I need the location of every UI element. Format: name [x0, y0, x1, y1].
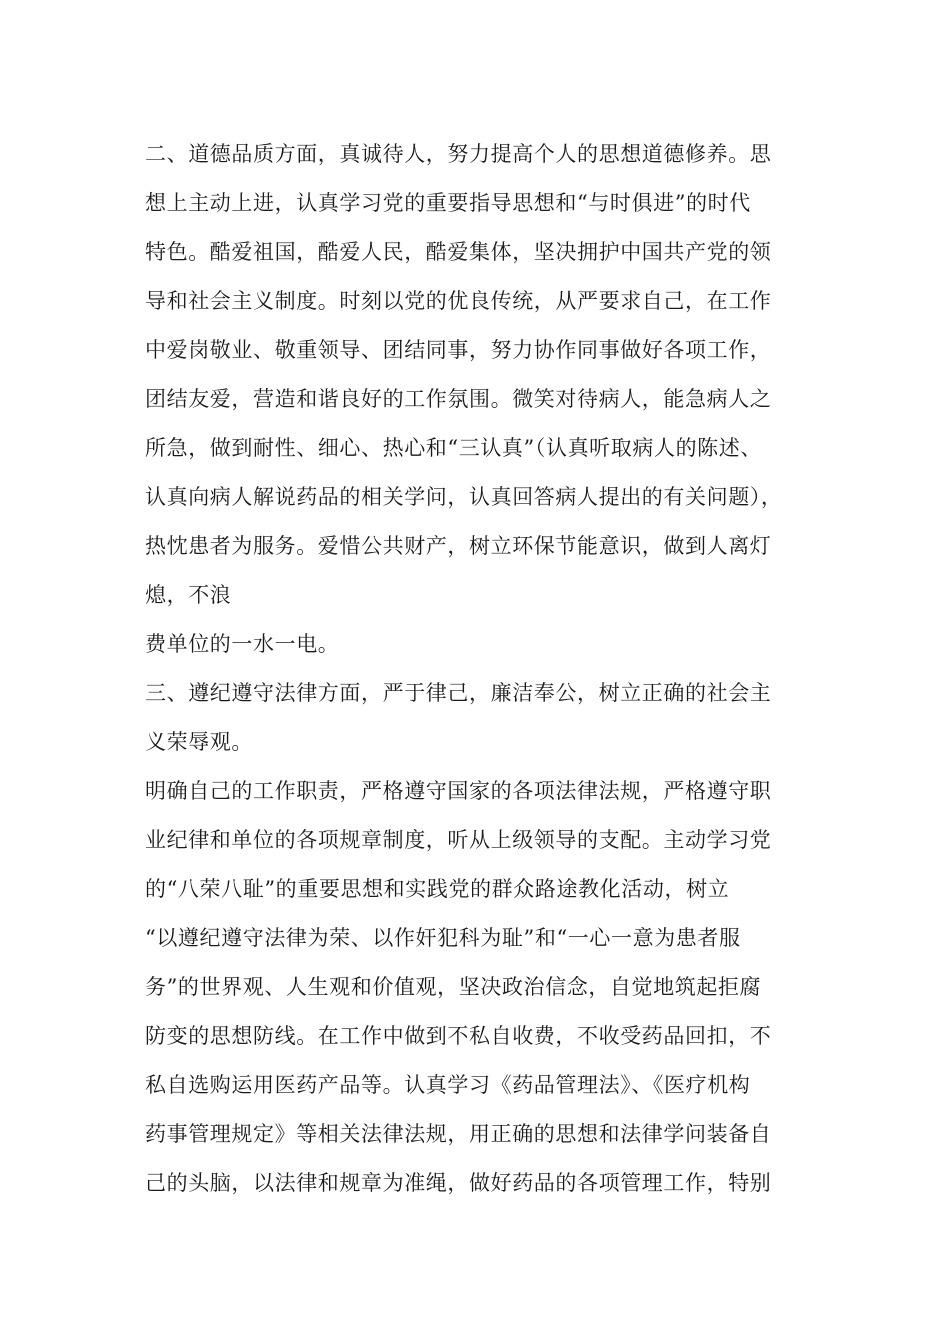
text-line: 业纪律和单位的各项规章制度，听从上级领导的支配。主动学习党: [145, 828, 772, 852]
text-line: 导和社会主义制度。时刻以党的优良传统，从严要求自己，在工作: [145, 289, 772, 313]
text-line: 的“八荣八耻”的重要思想和实践党的群众路途教化活动，树立: [145, 877, 730, 901]
text-line: 认真向病人解说药品的相关学问，认真回答病人提出的有关问题），: [145, 485, 783, 509]
text-line: 务”的世界观、人生观和价值观，坚决政治信念，自觉地筑起拒腐: [145, 975, 762, 999]
text-line: 热忱患者为服务。爱惜公共财产，树立环保节能意识，做到人离灯: [145, 534, 772, 558]
text-line: 三、遵纪遵守法律方面，严于律己，廉洁奉公，树立正确的社会主: [145, 681, 772, 705]
text-line: 中爱岗敬业、敬重领导、团结同事，努力协作同事做好各项工作，: [145, 338, 772, 362]
text-line: 义荣辱观。: [145, 730, 253, 754]
text-line: 特色。酷爱祖国，酷爱人民，酷爱集体，坚决拥护中国共产党的领: [145, 240, 772, 264]
text-line: 己的头脑，以法律和规章为准绳，做好药品的各项管理工作，特别: [145, 1171, 772, 1195]
text-line: 私自选购运用医药产品等。认真学习《药品管理法》、《医疗机构: [145, 1073, 751, 1097]
text-line: 想上主动上进，认真学习党的重要指导思想和“与时俱进”的时代: [145, 191, 751, 215]
text-line: 所急，做到耐性、细心、热心和“三认真”（认真听取病人的陈述、: [145, 436, 762, 460]
text-line: 二、道德品质方面，真诚待人，努力提高个人的思想道德修养。思: [145, 142, 772, 166]
text-line: 熄，不浪: [145, 583, 232, 607]
text-line: 药事管理规定》等相关法律法规，用正确的思想和法律学问装备自: [145, 1122, 772, 1146]
document-body: [145, 130, 845, 1208]
text-line: “以遵纪遵守法律为荣、以作奸犯科为耻”和“一心一意为患者服: [145, 926, 741, 950]
text-line: 明确自己的工作职责，严格遵守国家的各项法律法规，严格遵守职: [145, 779, 772, 803]
text-line: 费单位的一水一电。: [145, 632, 340, 656]
text-line: 团结友爱，营造和谐良好的工作氛围。微笑对待病人，能急病人之: [145, 387, 772, 411]
text-line: 防变的思想防线。在工作中做到不私自收费，不收受药品回扣，不: [145, 1024, 772, 1048]
